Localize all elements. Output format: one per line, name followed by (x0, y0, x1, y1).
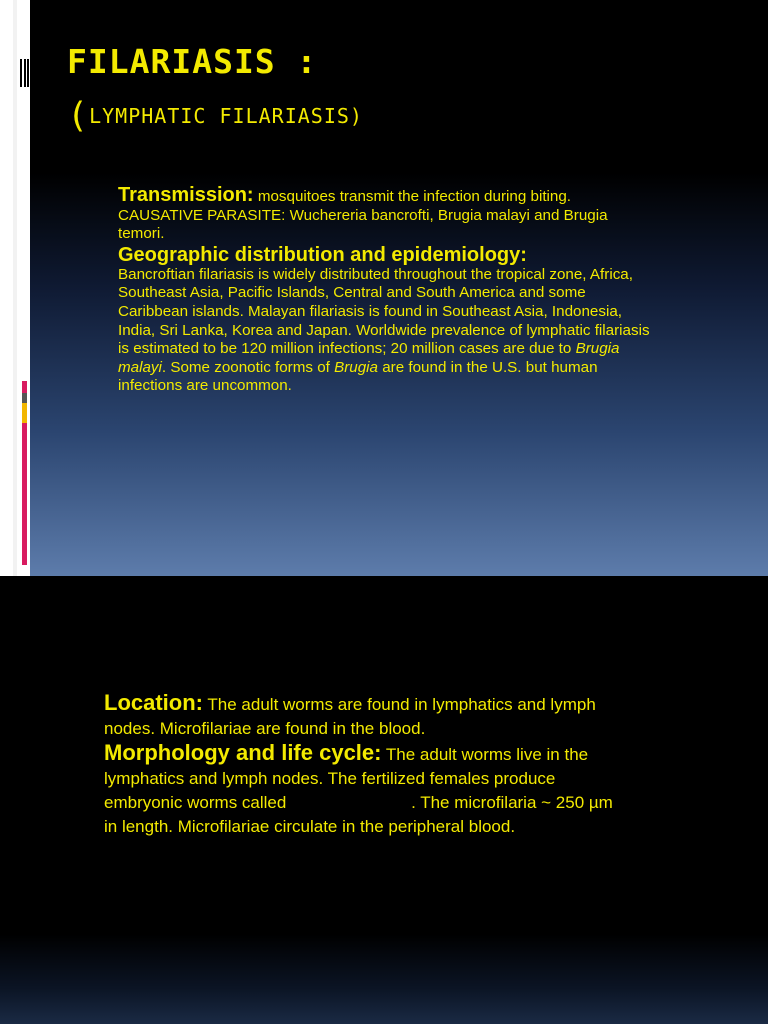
accent-bar-gold (22, 403, 27, 423)
transmission-paragraph (118, 184, 658, 207)
transmission-text: mosquitoes transmit the infection during biting. (253, 188, 572, 205)
accent-bar-gray (22, 393, 27, 403)
morphology-text-2: . The microfilaria ~ 250 µm in length. Microfilariae circulate in the peripheral blood. (104, 793, 613, 836)
geo-italic-1: Brugia malayi (118, 340, 620, 376)
accent-bar-pink (22, 423, 27, 565)
geo-text-2: . Some zoonotic forms of (161, 358, 335, 376)
causative-parasite-text: CAUSATIVE PARASITE: Wuchereria bancrofti, Brugia malayi and Brugia temori. (118, 206, 608, 243)
location-paragraph (104, 691, 624, 741)
geo-italic-2: Brugia (334, 358, 378, 376)
geo-paragraph (118, 266, 658, 396)
slide-2 (0, 576, 768, 1024)
morphology-heading: Morphology and life cycle: (104, 740, 382, 765)
transmission-heading: Transmission: (118, 184, 254, 206)
location-text: The adult worms are found in lymphatics and lymph nodes. Microfilariae are found in the blood. (104, 695, 596, 738)
slide-title: FILARIASIS : (67, 42, 318, 81)
morphology-paragraph (104, 741, 624, 839)
slide-2-body (104, 691, 624, 839)
slide-subtitle (67, 96, 363, 136)
location-heading: Location: (104, 690, 203, 715)
morphology-text-1: The adult worms live in the lymphatics and lymph nodes. The fertilized females produce embryonic worms called (104, 745, 589, 812)
geo-text-3: are found in the U.S. but human infections are uncommon. (118, 358, 598, 395)
accent-bar-pink-top (22, 381, 27, 393)
slide-1-body (118, 184, 658, 396)
subtitle-paren: ( (67, 96, 90, 136)
subtitle-text: LYMPHATIC FILARIASIS) (89, 104, 363, 128)
geo-text-1: Bancroftian filariasis is widely distributed throughout the tropical zone, Africa, Southeast Asia, Pacific Islands, Central and South America and some Caribbean islands. Malayan filariasis is found in Southeast Asia, Indonesia, India, Sri Lanka, Korea and Japan. Worldwide prevalence of lymphatic filariasis is estimated to be 120 million infections; 20 million cases are due to (118, 265, 650, 358)
geo-heading: Geographic distribution and epidemiology: (118, 243, 527, 266)
title-marker-icon (20, 59, 29, 87)
